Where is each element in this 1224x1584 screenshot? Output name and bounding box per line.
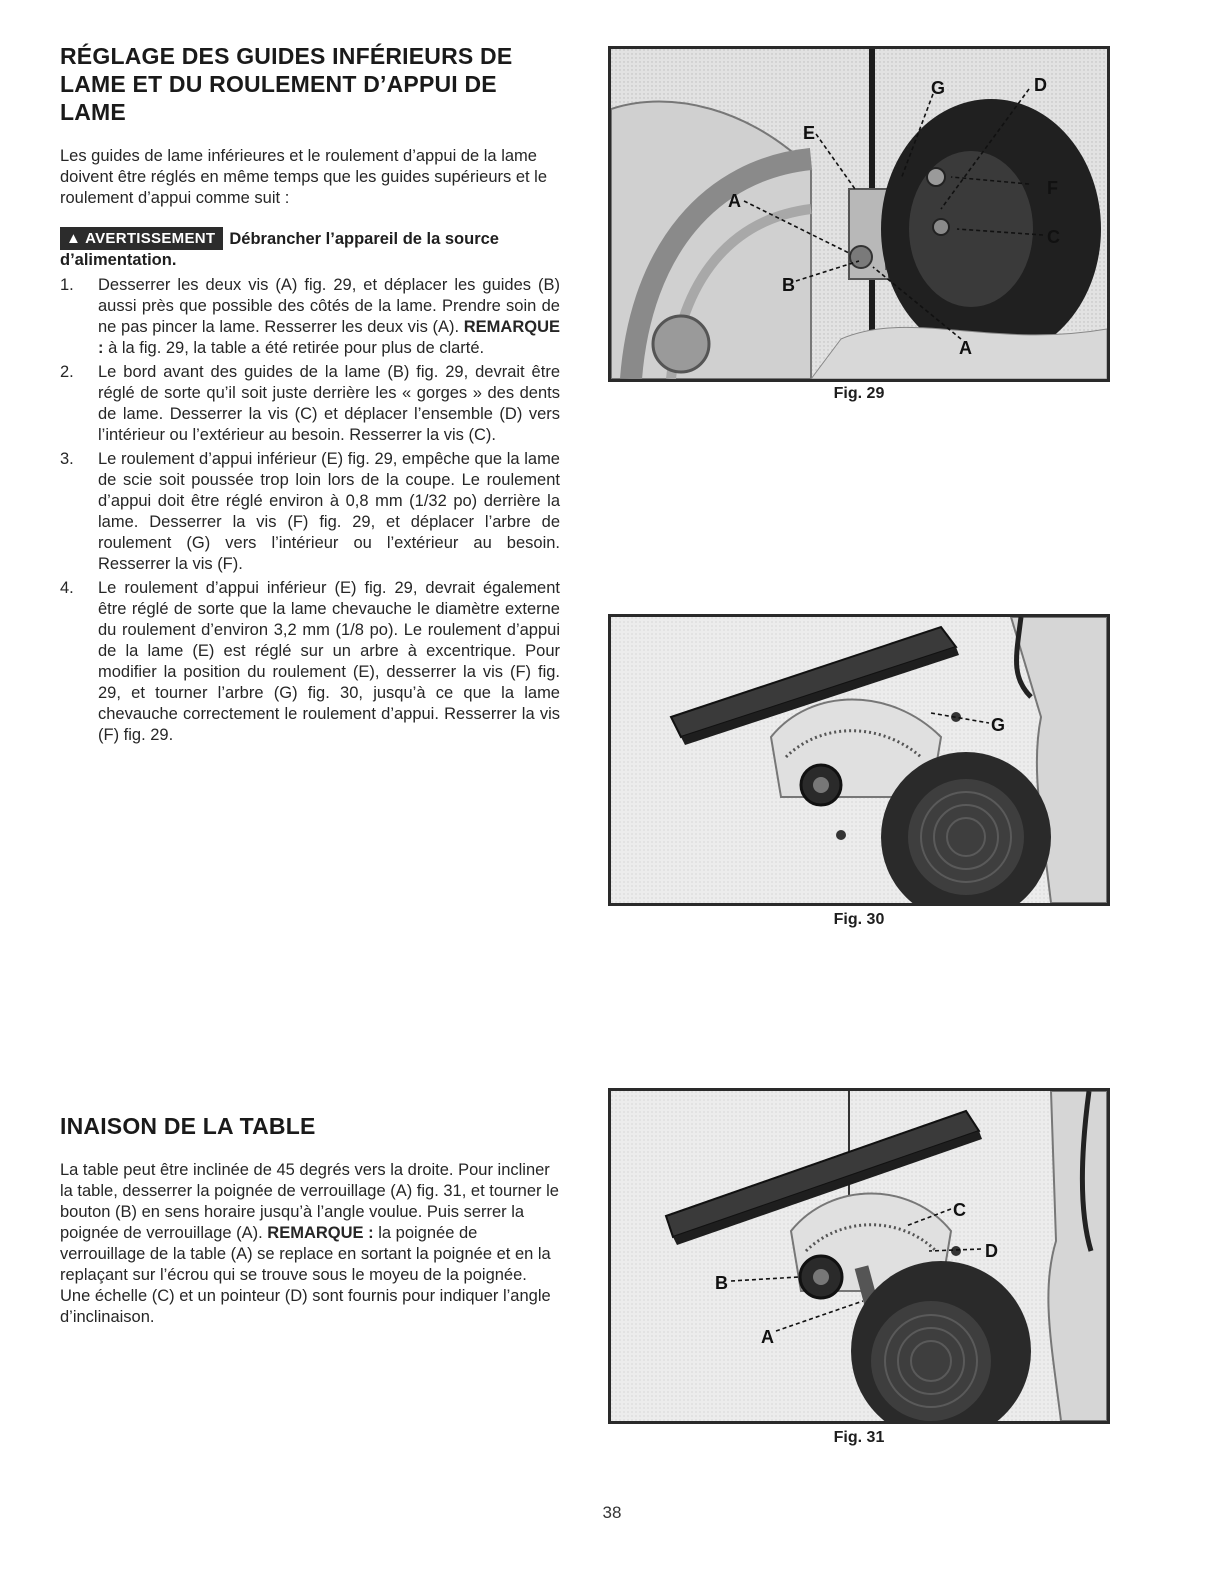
fig29-label-g: G (931, 78, 946, 98)
figure-31-photo (608, 1088, 1110, 1424)
step-number: 4. (60, 579, 74, 597)
section-title-blade-guides: RÉGLAGE DES GUIDES INFÉRIEURS DE LAME ET DU ROULEMENT D’APPUI DE LAME (60, 43, 513, 125)
list-item (60, 578, 560, 746)
step-text: Le roulement d’appui inférieur (E) fig. 29, empêche que la lame de scie soit poussée trop loin lors de la coupe. Le roulement d’appui doit être réglé environ à 0,8 mm (1/32 po) derrière la lame. Desserrer la vis (F) fig. 29, et déplacer l’arbre de roulement (G) vers l’intérieur ou l’extérieur au besoin. Resserrer la vis (F). (98, 450, 560, 573)
fig29-label-c: C (1047, 227, 1060, 247)
fig29-label-f: F (1047, 178, 1058, 198)
fig29-caption: Fig. 29 (833, 385, 885, 402)
table-tilt-paragraph (60, 1160, 560, 1328)
warning-block (60, 227, 560, 271)
fig29-label-a-lower: A (959, 338, 972, 358)
fig31-label-a: A (761, 1327, 774, 1347)
fig29-label-d: D (1034, 75, 1047, 95)
fig29-label-a-upper: A (728, 191, 741, 211)
fig31-label-d: D (985, 1241, 998, 1261)
step-text-continued: à la fig. 29, la table a été retirée pour plus de clarté. (103, 339, 485, 357)
step-number: 2. (60, 363, 74, 381)
fig29-label-e: E (803, 123, 816, 143)
fig31-label-c: C (953, 1200, 966, 1220)
table-tilt-text: La table peut être inclinée de 45 degrés vers la droite. Pour incliner la table, desserrer la poignée de verrouillage (A) fig. 31, et tourner le bouton (B) en sens horaire jusqu’à l’angle voulue. Puis serrer la poignée de verrouillage (A). (60, 1161, 559, 1242)
step-text: Le bord avant des guides de la lame (B) fig. 29, devrait être réglé de sorte qu’il soit juste derrière les « gorges » des dents de lame. Desserrer la vis (C) et déplacer l’ensemble (D) vers l’intérieur ou l’extérieur au besoin. Resserrer la vis (C). (98, 363, 560, 444)
fig30-label-g: G (991, 715, 1006, 735)
remark-label: REMARQUE : (267, 1224, 374, 1242)
step-text: Desserrer les deux vis (A) fig. 29, et déplacer les guides (B) aussi près que possible des côtés de la lame. Prendre soin de ne pas pincer la lame. Resserrer les deux vis (A). (98, 276, 560, 336)
section-title-table-tilt: INAISON DE LA TABLE (60, 1113, 316, 1139)
fig29-label-b: B (782, 275, 795, 295)
warning-badge-label: AVERTISSEMENT (85, 230, 216, 247)
section-table-tilt (60, 1112, 560, 1328)
figure-30-photo (608, 614, 1110, 906)
list-item (60, 362, 560, 446)
figure-29-photo (608, 46, 1110, 382)
fig31-caption: Fig. 31 (833, 1429, 885, 1446)
section-blade-guides (60, 42, 560, 749)
list-item (60, 275, 560, 359)
step-number: 3. (60, 450, 74, 468)
remark-label: REMARQUE : (98, 318, 560, 357)
step-number: 1. (60, 276, 74, 294)
steps-list (60, 275, 560, 746)
fig31-label-b: B (715, 1273, 728, 1293)
page-number: 38 (602, 1503, 622, 1522)
intro-paragraph: Les guides de lame inférieures et le roulement d’appui de la lame doivent être réglés en même temps que les guides supérieurs et le roulement d’appui comme suit : (60, 147, 548, 207)
table-tilt-text-continued: la poignée de verrouillage de la table (A) se replace en sortant la poignée et en la replaçant sur l’écrou qui se trouve sous le moyeu de la poignée. Une échelle (C) et un pointeur (D) sont fournis pour indiquer l’angle d’inclinaison. (60, 1224, 551, 1326)
warning-text: Débrancher l’appareil de la source d’alimentation. (60, 230, 499, 269)
step-text: Le roulement d’appui inférieur (E) fig. 29, devrait également être réglé de sorte que la lame chevauche le diamètre externe du roulement d’environ 3,2 mm (1/8 po). Le roulement d’appui de la lame (E) est réglé sur un arbre à excentrique. Pour modifier la position du roulement (E), desserrer la vis (F) fig. 29, et tourner l’arbre (G) fig. 30, jusqu’à ce que la lame chevauche correctement le roulement d’appui. Resserrer la vis (F) fig. 29. (98, 579, 560, 744)
list-item (60, 449, 560, 575)
warning-badge: ▲ AVERTISSEMENT (60, 227, 223, 250)
fig30-caption: Fig. 30 (833, 911, 885, 928)
